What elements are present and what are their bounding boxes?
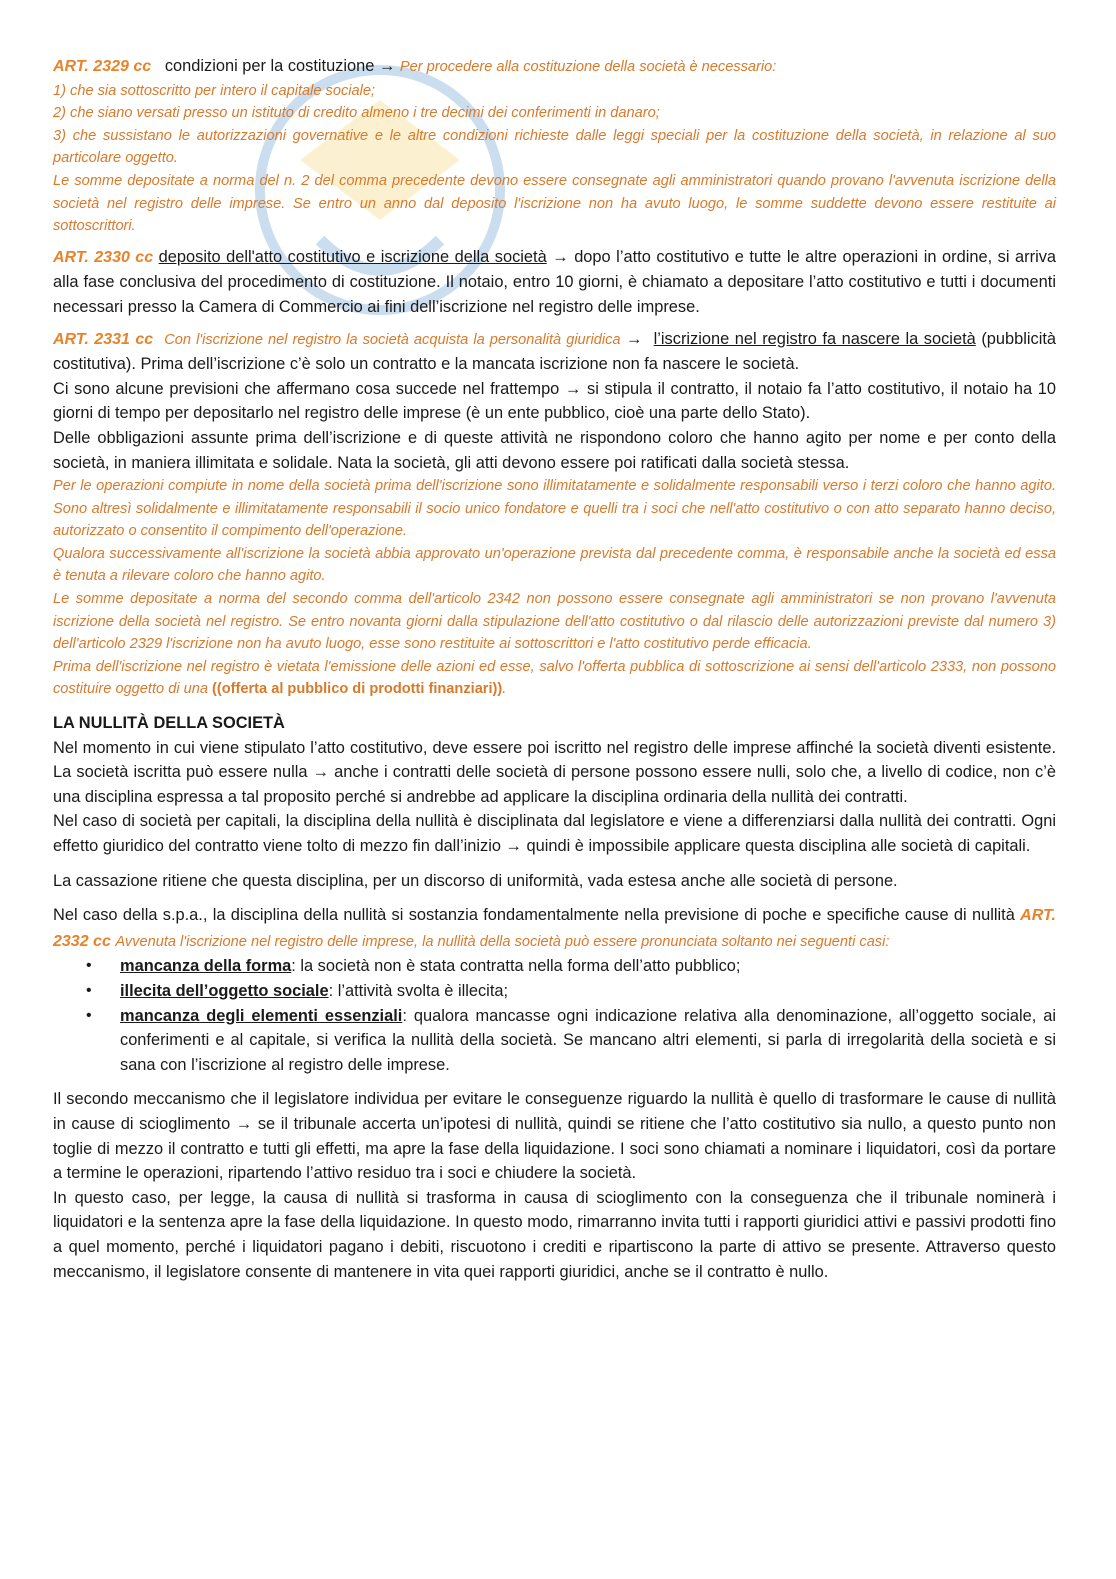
nullita-p3: La cassazione ritiene che questa disciplina, per un discorso di uniformità, vada estesa anche alle società di persone. bbox=[53, 871, 898, 890]
art2331-quote-4 bbox=[53, 656, 1056, 701]
art2331-after: (pubblicità costitutiva). Prima dell’iscrizione c’è solo un contratto e la mancata iscrizione non fa nascere le società. bbox=[53, 329, 1057, 374]
nullita-p6: In questo caso, per legge, la causa di nullità si trasforma in causa di scioglimento con la conseguenza che il tribunale nominerà i liquidatori e la sentenza apre la fase della liquidazione. In questo modo, rimarranno invita tutti i rapporti giuridici attivi e passivi prodotti fino a quel momento, perché i liquidatori pagano i debiti, riscuotono i crediti e ripartiscono la parte di attivo se presente. Attraverso questo meccanismo, il legislatore consente di mantenere in vita quei rapporti giuridici, anche se il contratto è nullo. bbox=[53, 1188, 1056, 1281]
bullet-text: : la società non è stata contratta nella forma dell’atto pubblico; bbox=[291, 957, 741, 976]
arrow-icon: → bbox=[235, 1114, 253, 1133]
nullita-p5b: se il tribunale accerta un’ipotesi di nullità, quindi se ritiene che l’atto costitutivo sia nullo, a questo punto non toglie di mezzo il contratto e tutti gli effetti, ma apre la fase della liquidazione. I soci sono chiamati a nominare i liquidatori, così da portare a termine le operazioni, ripartendo l’attivo residuo tra i soci e chiudere la società. bbox=[53, 1114, 1056, 1183]
art2329-item-3: 3) che sussistano le autorizzazioni governative e le altre condizioni richieste dalle leggi speciali per la costituzione della società, in relazione al suo particolare oggetto. bbox=[53, 127, 1056, 167]
list-item bbox=[53, 954, 1056, 979]
nullita-p1b: anche i contratti delle società di persone possono essere nulli, solo che, a livello di codice, non c’è una disciplina espressa a tal proposito perché si andrebbe ad applicare la disciplina ordinaria della nullità dei contratti. bbox=[53, 763, 1056, 806]
nullita-p2 bbox=[53, 809, 1056, 858]
bullet-label: illecita dell’oggetto sociale bbox=[120, 981, 329, 1000]
arrow-icon: → bbox=[552, 247, 569, 266]
arrow-icon: → bbox=[378, 57, 396, 75]
art2329-item-1: 1) che sia sottoscritto per intero il capitale sociale; bbox=[53, 82, 376, 99]
art2329-closing: Le somme depositate a norma del n. 2 del comma precedente devono essere consegnate agli amministratori quando provano l'avvenuta iscrizione della società nel registro delle imprese. Se entro un anno dal deposito l'iscrizione non ha avuto luogo, le somme suddette devono essere restituite ai sottoscrittori. bbox=[53, 172, 1056, 235]
art2331-quote-2: Qualora successivamente all'iscrizione la società abbia approvato un'operazione prevista dal precedente comma, è responsabile anche la società ed essa è tenuta a rilevare coloro che hanno agito. bbox=[53, 545, 1056, 585]
art2332-ref: ART. 2332 cc bbox=[53, 907, 1056, 950]
art2331-p2: Delle obbligazioni assunte prima dell’iscrizione e di queste attività ne rispondono coloro che hanno agito per nome e per conto della società, in maniera illimitata e solidale. Nata la società, gli atti devono essere poi ratificati dalla società stessa. bbox=[53, 428, 1056, 472]
art2331-p1 bbox=[53, 377, 1056, 426]
art2332-quote: Avvenuta l'iscrizione nel registro delle imprese, la nullità della società può essere pronunciata soltanto nei seguenti casi: bbox=[115, 933, 890, 950]
bullet-label: mancanza degli elementi essenziali bbox=[120, 1006, 403, 1025]
nullita-p5a: Il secondo meccanismo che il legislatore individua per evitare le conseguenze riguardo la nullità è quello di trasformare le cause di nullità in cause di scioglimento bbox=[53, 1090, 1056, 1133]
arrow-icon: → bbox=[505, 837, 522, 855]
art2329-intro: Per procedere alla costituzione della società è necessario: bbox=[399, 59, 777, 75]
art2331-q4: Prima dell'iscrizione nel registro è vietata l'emissione delle azioni ed esse, salvo l'offerta pubblica di sottoscrizione ai sensi dell'articolo 2333, non possono costituire oggetto di una bbox=[53, 658, 1056, 698]
nullita-causes-list bbox=[53, 954, 1056, 1077]
art2331-quote: Con l'iscrizione nel registro la società acquista la personalità giuridica bbox=[164, 331, 621, 348]
art2329-heading bbox=[53, 54, 1056, 80]
art2330-title: deposito dell'atto costitutivo e iscrizione della società bbox=[158, 247, 547, 266]
art2331-quote-3: Le somme depositate a norma del secondo comma dell'articolo 2342 non possono essere consegnate agli amministratori se non provano l'avvenuta iscrizione della società nel registro. Se entro novanta giorni dalla stipulazione dell'atto costitutivo o dal rilascio delle autorizzazioni previste dal numero 3) dell'articolo 2329 l'iscrizione non ha avuto luogo, esse sono restituite ai sottoscrittori e l'atto costitutivo perde efficacia. bbox=[53, 591, 1056, 653]
bullet-text: : l’attività svolta è illecita; bbox=[328, 981, 509, 1000]
art2331-ref: ART. 2331 cc bbox=[53, 330, 154, 348]
bullet-text: : qualora mancasse ogni indicazione relativa alla denominazione, all’oggetto sociale, ai conferimenti e al capitale, si verifica la nullità della società. Se mancano altri elementi, si parla di irregolarità della società e si sana con l’iscrizione al registro delle imprese. bbox=[120, 1006, 1056, 1074]
art2331-p1a: Ci sono alcune previsioni che affermano cosa succede nel frattempo bbox=[53, 379, 560, 398]
art2330-text: dopo l’atto costitutivo e tutte le altre operazioni in ordine, si arriva alla fase conclusiva del procedimento di costituzione. Il notaio, entro 10 giorni, è chiamato a depositare l’atto costitutivo e tutti i documenti necessari presso la Camera di Commercio ai fini dell’iscrizione nel registro delle imprese. bbox=[53, 247, 1057, 316]
art2331-underlined: l’iscrizione nel registro fa nascere la società bbox=[653, 329, 976, 348]
art2330-paragraph bbox=[53, 245, 1056, 320]
document-page bbox=[53, 54, 1056, 1284]
bullet-label: mancanza della forma bbox=[120, 957, 292, 976]
nullita-p2b: quindi è impossibile applicare questa disciplina alle società di capitali. bbox=[526, 837, 1031, 855]
arrow-icon: → bbox=[564, 379, 582, 398]
art2329-item-2: 2) che siano versati presso un istituto di credito almeno i tre decimi dei conferimenti in danaro; bbox=[53, 105, 660, 122]
art2331-q4-end: . bbox=[502, 681, 507, 698]
section-heading: LA NULLITÀ DELLA SOCIETÀ bbox=[53, 714, 285, 733]
art2331-q4-bold: ((offerta al pubblico di prodotti finanziari)) bbox=[212, 681, 503, 698]
nullita-p1 bbox=[53, 736, 1056, 810]
art2331-paragraph bbox=[53, 327, 1056, 377]
nullita-p1a: Nel momento in cui viene stipulato l’atto costitutivo, deve essere poi iscritto nel registro delle imprese affinché la società diventi esistente. La società iscritta può essere nulla bbox=[53, 738, 1056, 782]
nullita-p2a: Nel caso di società per capitali, la disciplina della nullità è disciplinata dal legislatore e viene a differenziarsi dalla nullità dei contratti. Ogni effetto giuridico del contratto viene tolto di mezzo fin dall’inizio bbox=[53, 812, 1056, 855]
list-item bbox=[53, 979, 1056, 1004]
arrow-icon: → bbox=[626, 329, 643, 348]
arrow-icon: → bbox=[312, 763, 330, 782]
list-item bbox=[53, 1004, 1056, 1078]
art2331-p1b: si stipula il contratto, il notaio fa l’atto costitutivo, il notaio ha 10 giorni di tempo per depositarlo nel registro delle imprese (è un ente pubblico, cioè una parte dello Stato). bbox=[53, 379, 1056, 423]
art2329-ref: ART. 2329 cc bbox=[53, 58, 152, 75]
nullita-p4 bbox=[53, 903, 1056, 954]
nullita-p5 bbox=[53, 1087, 1056, 1185]
art2331-quote-1: Per le operazioni compiute in nome della società prima dell'iscrizione sono illimitatamente e solidalmente responsabili verso i terzi coloro che hanno agito. Sono altresì solidalmente e illimitatamente responsabili il socio unico fondatore e quelli tra i soci che nell'atto costitutivo o con atto separato hanno deciso, autorizzato o consentito il compimento dell'operazione. bbox=[53, 478, 1056, 540]
art2329-title: condizioni per la costituzione bbox=[164, 57, 375, 75]
art2330-ref: ART. 2330 cc bbox=[53, 248, 154, 266]
nullita-p4-text: Nel caso della s.p.a., la disciplina della nullità si sostanzia fondamentalmente nella previsione di poche e specifiche cause di nullità bbox=[53, 906, 1015, 925]
